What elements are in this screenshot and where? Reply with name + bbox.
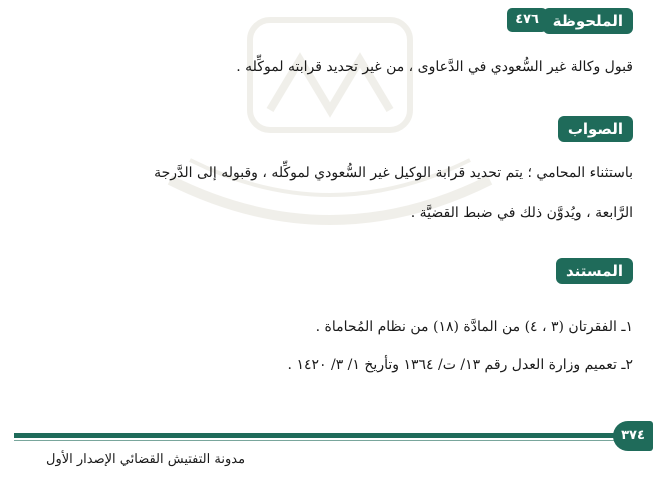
reference-item-2: ٢ـ تعميم وزارة العدل رقم ١٣/ ت/ ١٣٦٤ وتأريخ ١/ ٣/ ١٤٢٠ .: [287, 357, 633, 373]
observation-text: قبول وكالة غير السُّعودي في الدَّعاوى ، من غير تحديد قرابته لموكِّله .: [236, 59, 633, 75]
observation-number: ٤٧٦: [507, 8, 547, 32]
reference-item-1: ١ـ الفقرتان (٣ ، ٤) من المادَّة (١٨) من نظام المُحاماة .: [315, 319, 633, 335]
correct-text-line-1: باستثناء المحامي ؛ يتم تحديد قرابة الوكيل غير السُّعودي لموكِّله ، وقبوله إلى الدَّرجة: [154, 165, 633, 181]
page-number-badge: ٣٧٤: [613, 421, 653, 451]
correct-label: الصواب: [558, 116, 633, 142]
footer-rule-thin: [14, 440, 614, 441]
footer-title: مدونة التفتيش القضائي الإصدار الأول: [46, 452, 246, 467]
reference-label: المستند: [556, 258, 633, 284]
correct-text-line-2: الرَّابعة ، ويُدوَّن ذلك في ضبط القضيَّة .: [410, 205, 633, 221]
observation-label: الملحوظة: [543, 8, 633, 34]
footer-rule: [14, 433, 614, 438]
